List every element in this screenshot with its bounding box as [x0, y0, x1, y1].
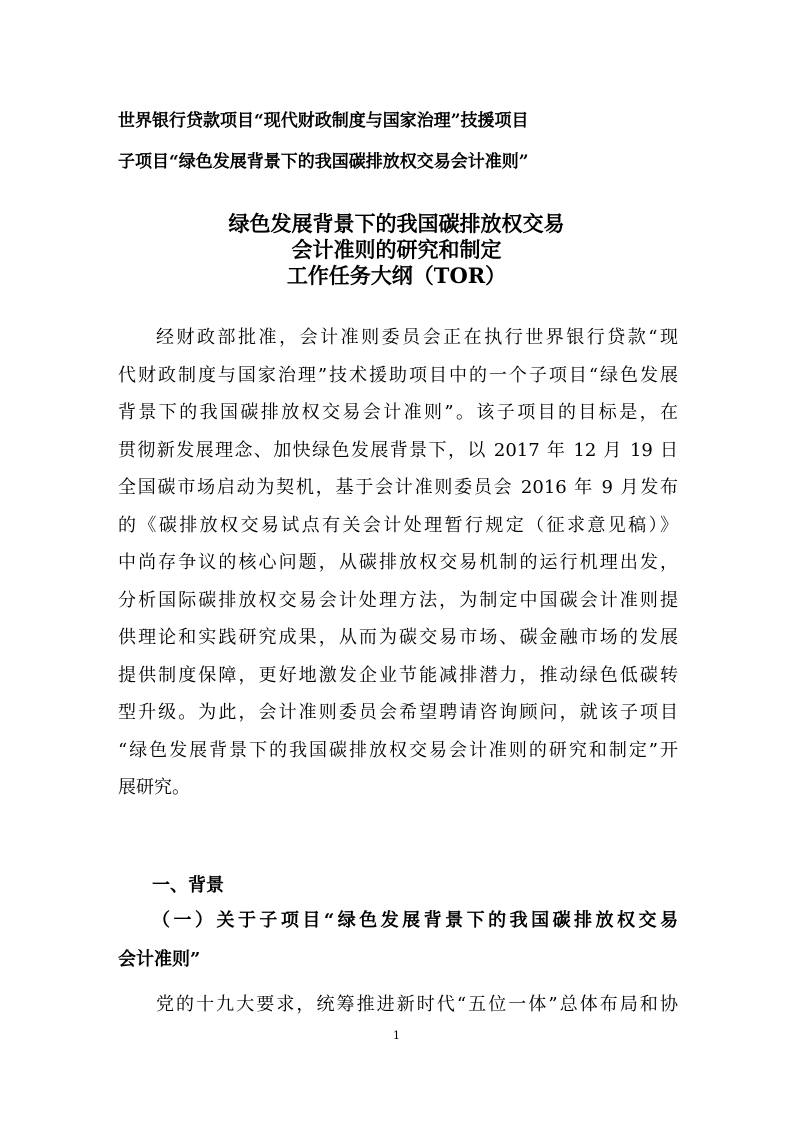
intro-line: 贯彻新发展理念、加快绿色发展背景下，以 2017 年 12 月 19 日	[118, 440, 678, 461]
intro-line: 背景下的我国碳排放权交易会计准则”。该子项目的目标是，在	[118, 402, 678, 423]
project-header-line-1: 世界银行贷款项目“现代财政制度与国家治理”技援项目	[118, 111, 529, 131]
intro-line: 展研究。	[118, 777, 190, 798]
body-paragraph-line: 党的十九大要求，统筹推进新时代“五位一体”总体布局和协	[156, 994, 678, 1015]
intro-line: “绿色发展背景下的我国碳排放权交易会计准则的研究和制定”开	[118, 740, 678, 761]
document-title-line-1: 绿色发展背景下的我国碳排放权交易	[228, 211, 565, 236]
intro-line: 型升级。为此，会计准则委员会希望聘请咨询顾问，就该子项目	[118, 702, 678, 723]
intro-line: 经财政部批准，会计准则委员会正在执行世界银行贷款“现	[156, 327, 678, 348]
subsection-heading-line-1: （一）关于子项目“绿色发展背景下的我国碳排放权交易	[152, 910, 678, 931]
document-title-line-3: 工作任务大纲（TOR）	[286, 263, 507, 288]
document-title-line-2: 会计准则的研究和制定	[291, 237, 502, 262]
intro-line: 代财政制度与国家治理”技术援助项目中的一个子项目“绿色发展	[118, 365, 678, 386]
intro-line: 提供制度保障，更好地激发企业节能减排潜力，推动绿色低碳转	[118, 665, 678, 686]
intro-line: 全国碳市场启动为契机，基于会计准则委员会 2016 年 9 月发布	[118, 477, 678, 498]
subsection-heading-line-2: 会计准则”	[118, 949, 201, 970]
intro-line: 的《碳排放权交易试点有关会计处理暂行规定（征求意见稿）》	[118, 515, 678, 536]
project-header-line-2: 子项目“绿色发展背景下的我国碳排放权交易会计准则”	[118, 152, 529, 172]
intro-line: 供理论和实践研究成果，从而为碳交易市场、碳金融市场的发展	[118, 627, 678, 648]
intro-line: 中尚存争议的核心问题，从碳排放权交易机制的运行机理出发，	[118, 552, 678, 573]
section-heading-background: 一、背景	[152, 875, 224, 896]
intro-line: 分析国际碳排放权交易会计处理方法，为制定中国碳会计准则提	[118, 590, 678, 611]
page-number: 1	[393, 1029, 400, 1042]
